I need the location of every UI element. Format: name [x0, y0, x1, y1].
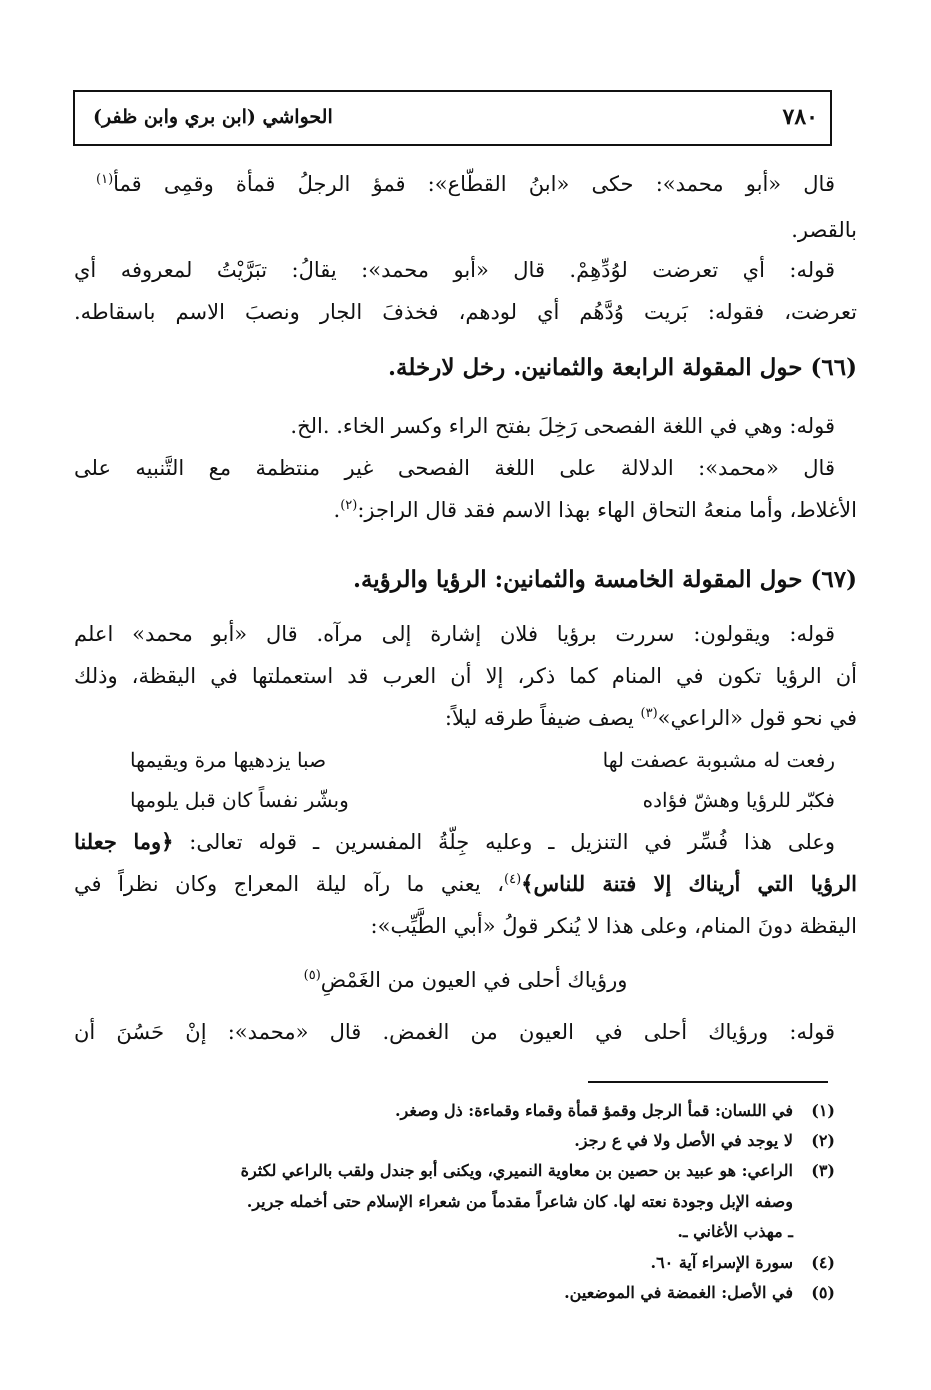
paragraph-line: الأغلاط، وأما منعهُ التحاق الهاء بهذا الاسم فقد قال الراجز:$^{(٢)}$. — [333, 498, 857, 522]
page-number: ٧٨٠ — [782, 104, 818, 130]
paragraph-line: قوله: وهي في اللغة الفصحى رَخِلَ بفتح الراء وكسر الخاء. .الخ. — [290, 414, 835, 438]
paragraph-line: تعرضت، فقوله: بَريت وُدَّهُم أي لودهم، فخذفَ الجار ونصبَ الاسم باسقاطه. — [74, 300, 857, 324]
paragraph-line: قوله: ورؤياك أحلى في العيون من الغمض. قال «محمد»: إنْ حَسُنَ أن — [74, 1020, 835, 1044]
footnote-continuation: ـ مهذب الأغاني ـ. — [677, 1222, 793, 1241]
paragraph-line: اليقظة دونَ المنام، وعلى هذا لا يُنكر قولُ «أبي الطَّيِّب»: — [370, 914, 857, 938]
verse-2-hemistich-a: فكبّر للرؤيا وهشّ فؤاده — [642, 788, 835, 812]
paragraph-line: قال «محمد»: الدلالة على اللغة الفصحى غير منتظمة مع التَّنبيه على — [74, 456, 835, 480]
verse-1-hemistich-a: رفعت له مشبوبة عصفت لها — [602, 748, 835, 772]
footnote-separator — [588, 1081, 828, 1083]
footnote-continuation: وصفه الإبل وجودة نعته لها. كان شاعراً مقدماً من شعراء الإسلام حتى أخمله جرير. — [246, 1192, 793, 1211]
book-page: ٧٨٠ الحواشي (ابن بري وابن ظفر) قال «أبو محمد»: حكى «ابنُ القطّاع»: قمؤ الرجلُ قمأة وقمِى قمأ$^{(١)}$ بالقصر. قوله: أي تعرضت لوُدِّهِمْ. قال «أبو محمد»: يقالُ: تبَرَّيْتُ لمعروفه أي تعرضت، فقوله: بَريت وُدَّهُم أي لودهم، فخذفَ الجار ونصبَ الاسم باسقاطه. (٦٦) حول المقولة الرابعة والثمانين. رخل لارخلة. قوله: وهي في اللغة الفصحى رَخِلَ بفتح الراء وكسر الخاء. .الخ. قال «محمد»: الدلالة على اللغة الفصحى غير منتظمة مع التَّنبيه على الأغلاط، وأما منعهُ التحاق الهاء بهذا الاسم فقد قال الراجز:$^{(٢)}$. (٦٧) حول المقولة الخامسة والثمانين: الرؤيا والرؤية. قوله: ويقولون: سررت برؤيا فلان إشارة إلى مرآه. قال «أبو محمد» اعلم أن الرؤيا تكون في المنام كما ذكر، إلا أن العرب قد استعملتها في اليقظة، وذلك في نحو قول «الراعي»$^{(٣)}$ يصف ضيفاً طرقه ليلاً: رفعت له مشبوبة عصفت لها صبا يزدهيها مرة ويقيمها فكبّر للرؤيا وهشّ فؤاده وبشّر نفساً كان قبل يلومها وعلى هذا فُسِّر في التنزيل ـ وعليه جِلّةُ المفسرين ـ قوله تعالى: ﴿وما جعلنا الرؤيا التي أريناك إلا فتنة للناس﴾$^{(٤)}$، يعني ما رآه ليلة المعراج وكان نظراً في اليقظة دونَ المنام، وعلى هذا لا يُنكر قولُ «أبي الطَّيِّب»: ورؤياك أحلى في العيون من الغَمْضِ$^{(٥)}$ قوله: ورؤياك أحلى في العيون من الغمض. قال «محمد»: إنْ حَسُنَ أن (١) في اللسان: قمأ الرجل وقمؤ قمأة وقماء وقماءة: ذل وصغر. (٢) لا يوجد في الأصل ولا في ع رجز. (٣) الراعي: هو عبيد بن حصين بن معاوية النميري، ويكنى أبو جندل ولقب بالراعي لكثرة وصفه الإبل وجودة نعته لها. كان شاعراً مقدماً من شعراء الإسلام حتى أخمله جرير. ـ مهذب الأغاني ـ. (٤) سورة الإسراء آية ٦٠. (٥) في الأصل: الغمضة في الموضعين. — [0, 0, 931, 1390]
paragraph-line: قوله: ويقولون: سررت برؤيا فلان إشارة إلى مرآه. قال «أبو محمد» اعلم — [74, 622, 835, 646]
section-heading-66: (٦٦) حول المقولة الرابعة والثمانين. رخل لارخلة. — [388, 354, 857, 381]
paragraph-line: وعلى هذا فُسِّر في التنزيل ـ وعليه جِلّةُ المفسرين ـ قوله تعالى: ﴿وما جعلنا — [74, 829, 835, 854]
paragraph-line: في نحو قول «الراعي»$^{(٣)}$ يصف ضيفاً طرقه ليلاً: — [444, 706, 857, 730]
paragraph-line: الرؤيا التي أريناك إلا فتنة للناس﴾$^{(٤)}$، يعني ما رآه ليلة المعراج وكان نظراً في — [74, 871, 857, 896]
verse-2-hemistich-b: وبشّر نفساً كان قبل يلومها — [130, 788, 349, 812]
paragraph-line: قال «أبو محمد»: حكى «ابنُ القطّاع»: قمؤ الرجلُ قمأة وقمِى قمأ$^{(١)}$ — [96, 172, 835, 196]
paragraph-line: بالقصر. — [791, 218, 857, 242]
paragraph-line: قوله: أي تعرضت لوُدِّهِمْ. قال «أبو محمد»: يقالُ: تبَرَّيْتُ لمعروفه أي — [74, 258, 835, 282]
centered-verse: ورؤياك أحلى في العيون من الغَمْضِ$^{(٥)}$ — [303, 968, 628, 992]
running-title: الحواشي (ابن بري وابن ظفر) — [93, 106, 333, 128]
verse-1-hemistich-b: صبا يزدهيها مرة ويقيمها — [130, 748, 327, 772]
paragraph-line: أن الرؤيا تكون في المنام كما ذكر، إلا أن العرب قد استعملتها في اليقظة، وذلك — [74, 664, 857, 688]
section-heading-67: (٦٧) حول المقولة الخامسة والثمانين: الرؤيا والرؤية. — [352, 566, 857, 593]
running-header — [73, 90, 832, 146]
